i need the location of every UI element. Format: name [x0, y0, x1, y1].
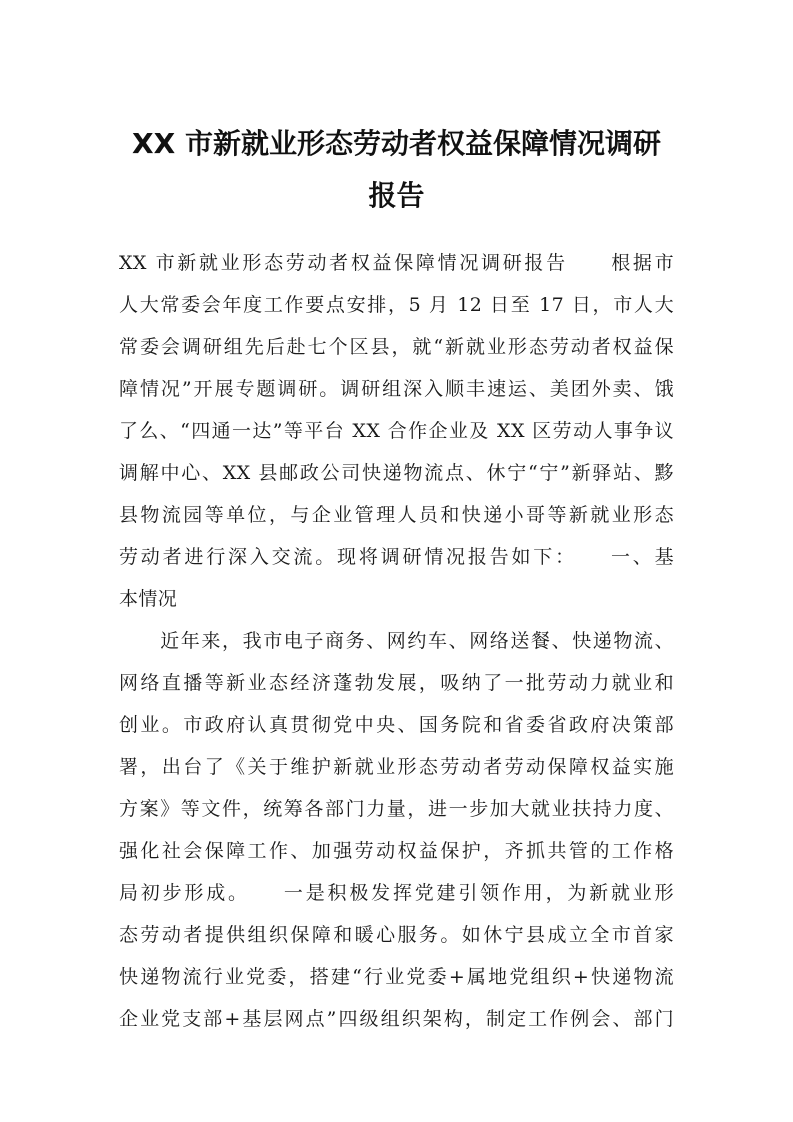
title-line-2: 报告 — [368, 179, 425, 212]
body-line: 方案》等文件，统筹各部门力量，进一步加大就业扶持力度、 — [119, 798, 674, 820]
document-title — [110, 118, 683, 222]
body-line: 局初步形成。 一是积极发挥党建引领作用，为新就业形 — [119, 882, 674, 904]
body-line: 态劳动者提供组织保障和暖心服务。如休宁县成立全市首家 — [119, 924, 674, 946]
body-line: 人大常委会年度工作要点安排，5 月 12 日至 17 日，市人大 — [119, 294, 674, 316]
body-line: 了么、“四通一达”等平台 XX 合作企业及 XX 区劳动人事争议 — [119, 420, 674, 442]
body-line: 调解中心、XX 县邮政公司快递物流点、休宁“宁”新驿站、黟 — [119, 462, 674, 484]
body-line: 常委会调研组先后赴七个区县，就“新就业形态劳动者权益保 — [119, 336, 674, 358]
body-line: 劳动者进行深入交流。现将调研情况报告如下： 一、基 — [119, 546, 674, 568]
body-line: 强化社会保障工作、加强劳动权益保护，齐抓共管的工作格 — [119, 840, 674, 862]
body-line: 网络直播等新业态经济蓬勃发展，吸纳了一批劳动力就业和 — [119, 672, 674, 694]
body-line: XX 市新就业形态劳动者权益保障情况调研报告 根据市 — [119, 252, 674, 274]
body-line: 近年来，我市电子商务、网约车、网络送餐、快递物流、 — [119, 630, 674, 652]
body-line: 县物流园等单位，与企业管理人员和快递小哥等新就业形态 — [119, 504, 674, 526]
body-line: 创业。市政府认真贯彻党中央、国务院和省委省政府决策部 — [119, 714, 674, 736]
body-line: 本情况 — [119, 588, 178, 610]
title-line-1: XX 市新就业形态劳动者权益保障情况调研 — [132, 127, 661, 160]
body-line: 障情况”开展专题调研。调研组深入顺丰速运、美团外卖、饿 — [119, 378, 674, 400]
body-line: 署，出台了《关于维护新就业形态劳动者劳动保障权益实施 — [119, 756, 674, 778]
document-body — [119, 242, 674, 1040]
body-line: 企业党支部+基层网点”四级组织架构，制定工作例会、部门 — [119, 1008, 674, 1030]
body-line: 快递物流行业党委，搭建“行业党委+属地党组织+快递物流 — [119, 966, 674, 988]
